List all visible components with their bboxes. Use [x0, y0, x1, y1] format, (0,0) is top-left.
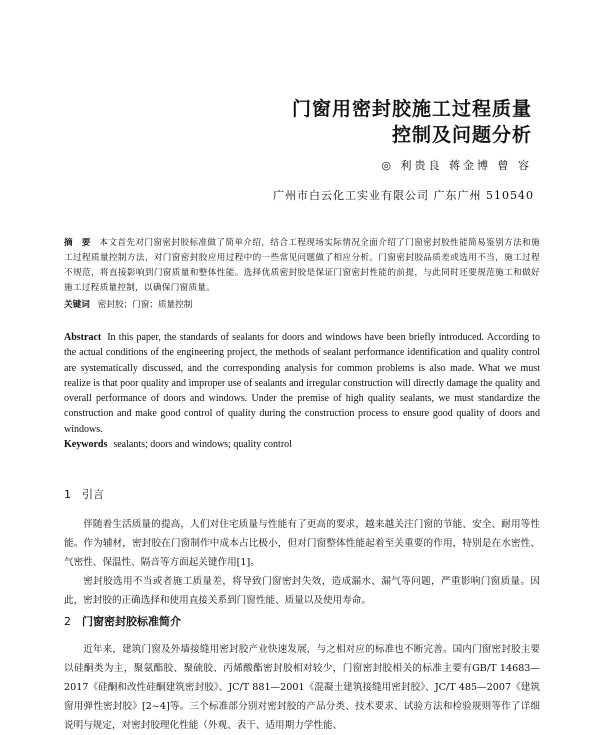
- keywords-en-text: sealants; doors and windows; quality control: [113, 439, 292, 450]
- abstract-zh-text: 本文首先对门窗密封胶标准做了简单介绍，结合工程现场实际情况全面介绍了门窗密封胶性能简易鉴别方法和施工过程质量控制方法，对门窗密封胶应用过程中的一些常见问题做了相应分析。门窗密封胶品质差或选用不当，施工过程不规范，将直接影响到门窗质量和整体性能。选择优质密封胶是保证门窗密封性能的前提，与此同时还要规范施工和做好施工过程质量控制，以确保门窗质量。: [64, 238, 541, 293]
- abstract-en: [64, 330, 540, 437]
- section-1-title: 引言: [82, 488, 104, 501]
- keywords-zh: [64, 298, 192, 310]
- section-1-paragraph-2: 密封胶选用不当或者施工质量差，将导致门窗密封失效，造成漏水、漏气等问题，严重影响门窗质量。因此，密封胶的正确选择和使用直接关系到门窗性能、质量以及使用寿命。: [64, 576, 540, 606]
- abstract-zh: [64, 236, 540, 296]
- keywords-en: [64, 439, 292, 450]
- keywords-zh-label: 关键词: [64, 300, 90, 310]
- section-1-paragraph-1: 伴随着生活质量的提高，人们对住宅质量与性能有了更高的要求，越来越关注门窗的节能、安全、耐用等性能。作为辅材，密封胶在门窗制作中成本占比极小，但对门窗整体性能起着至关重要的作用，特别是在水密性、气密性、保温性、隔音等方面起关键作用[1]。: [64, 519, 540, 568]
- section-2-number: 2: [64, 615, 71, 628]
- title-line-1: 门窗用密封胶施工过程质量: [291, 98, 532, 120]
- abstract-en-text: In this paper, the standards of sealants for doors and windows have been briefly introduced. According to the actual conditions of the engineering project, the methods of sealant performance identification and quality control are systematically discussed, and the corresponding analysis for common problems is also made. What we must realize is that poor quality and improper use of sealants and irregular construction will directly damage the quality and overall performance of doors and windows. Under the premise of high quality sealants, we must standardize the construction and make good control of quality during the construction process to ensure good quality of doors and windows.: [64, 332, 540, 435]
- section-2-title: 门窗密封胶标准简介: [82, 615, 181, 628]
- authors: ◎ 利贵良 蒋金博 曾 容: [381, 159, 532, 172]
- abstract-en-label: Abstract: [64, 332, 102, 343]
- section-1-number: 1: [64, 488, 71, 501]
- section-1-heading: [64, 486, 104, 502]
- section-2-paragraph-1: 近年来，建筑门窗及外墙接缝用密封胶产业快速发展，与之相对应的标准也不断完善。国内门窗密封胶主要以硅酮类为主，聚氨酯胶、聚硫胶、丙烯酸酯密封胶相对较少，门窗密封胶相关的标准主要有GB/T 14683—2017《硅酮和改性硅酮建筑密封胶》、JC/T 881—2001《混凝土建筑接缝用密封胶》、JC/T 485—2007《建筑窗用弹性密封胶》[2~4]等。三个标准部分别对密封胶的产品分类、技术要求、试验方法和检验规则等作了详细说明与规定，对密封胶理化性能（外观、表干、适用期力学性能、: [64, 644, 540, 731]
- keywords-zh-text: 密封胶；门窗；质量控制: [97, 300, 193, 310]
- affiliation: 广州市白云化工实业有限公司 广东广州 510540: [273, 189, 534, 202]
- title-line-2: 控制及问题分析: [391, 124, 532, 146]
- keywords-en-label: Keywords: [64, 439, 108, 450]
- abstract-zh-label: 摘 要: [64, 238, 94, 248]
- section-2-heading: [64, 613, 181, 629]
